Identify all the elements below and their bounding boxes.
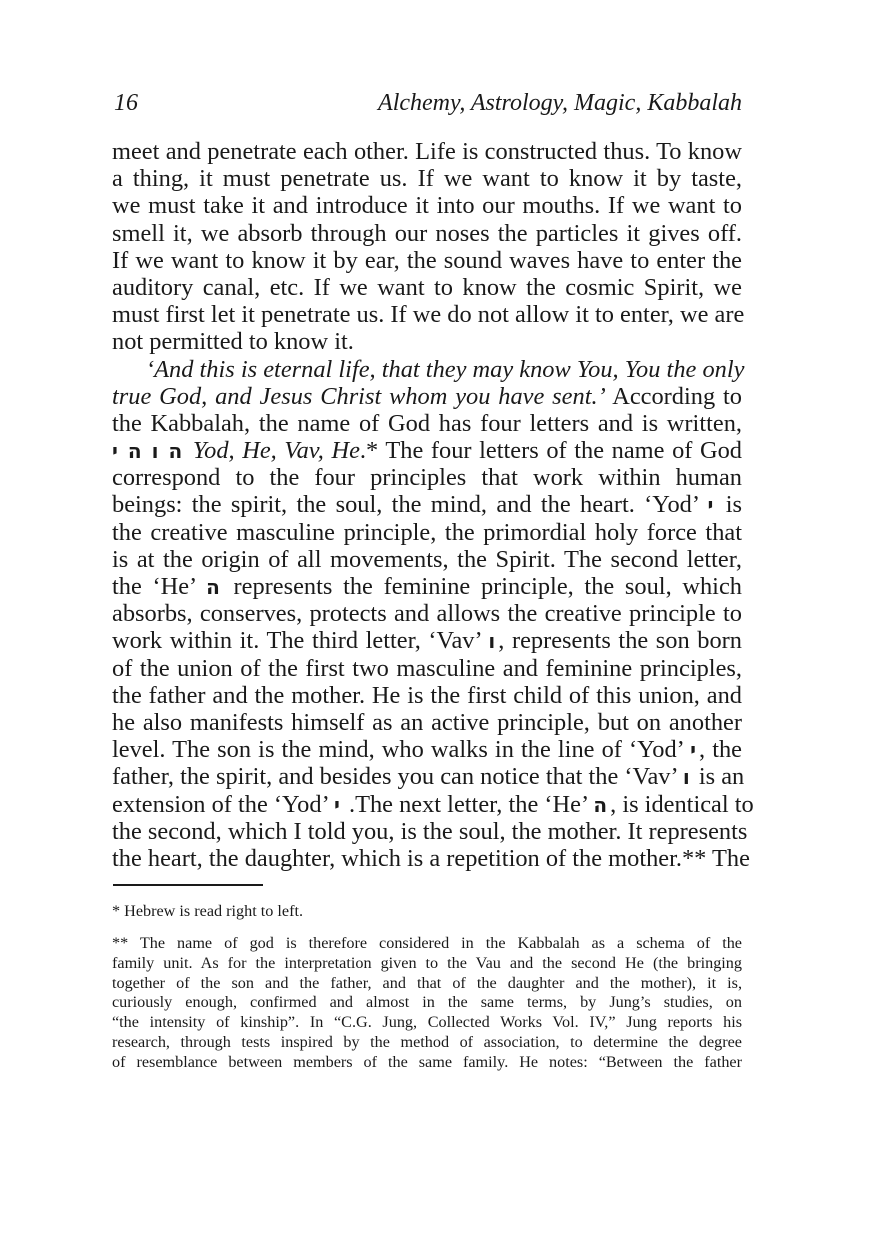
scripture-quote-end: true God, and Jesus Christ whom you have sent.’ — [112, 382, 606, 410]
text-fragment: .* The four letters of the name of God — [359, 437, 742, 465]
text-line: If we want to know it by ear, the sound waves have to enter the — [112, 246, 742, 274]
text-line — [112, 491, 742, 518]
footnote-line: of resemblance between members of the same family. He notes: “Between the father — [112, 1052, 742, 1071]
text-line: a thing, it must penetrate us. If we want to know it by taste, — [112, 165, 742, 193]
body-text — [112, 138, 754, 872]
hebrew-letter-yod: י — [333, 792, 343, 817]
running-head — [112, 88, 742, 118]
text-line: the father and the mother. He is the first child of this union, and — [112, 681, 742, 709]
tetragrammaton-hebrew: ה ו ה י — [112, 439, 186, 464]
text-fragment: is an — [692, 763, 745, 791]
yhvh-transliteration: Yod, He, Vav, He — [185, 437, 360, 465]
text-fragment: beings: the spirit, the soul, the mind, and the heart. ‘Yod’ — [112, 491, 708, 519]
text-line: must first let it penetrate us. If we do not allow it to enter, we are — [112, 301, 745, 329]
text-fragment: the ‘He’ — [112, 573, 207, 600]
footnote-line: “the intensity of kinship”. In “C.G. Jung, Collected Works Vol. IV,” Jung reports his — [112, 1013, 742, 1032]
footnotes — [112, 902, 742, 1073]
text-line: we must take it and introduce it into our mouths. If we want to — [112, 192, 742, 220]
text-fragment: father, the spirit, and besides you can notice that the ‘Vav’ — [112, 763, 683, 791]
text-line: is at the origin of all movements, the Spirit. The second letter, — [112, 545, 742, 573]
text-fragment: According to — [605, 382, 742, 410]
text-line: the second, which I told you, is the soul, the mother. It represents — [112, 817, 748, 845]
text-line: the Kabbalah, the name of God has four letters and is written, — [112, 409, 742, 437]
footnote-2 — [112, 934, 742, 1073]
text-line: meet and penetrate each other. Life is constructed thus. To know — [112, 138, 742, 165]
footnote-line: together of the son and the father, and that of the daughter and the mother), it is, — [112, 973, 742, 992]
text-line — [112, 627, 742, 654]
hebrew-letter-yod: י — [707, 493, 717, 518]
text-line: not permitted to know it. — [112, 328, 354, 356]
text-fragment: , the — [699, 736, 743, 764]
text-line: smell it, we absorb through our noses the particles it gives off. — [112, 219, 742, 247]
hebrew-letter-vav: ו — [682, 765, 693, 790]
text-fragment: is — [716, 491, 742, 519]
text-line — [112, 763, 745, 791]
text-fragment: work within it. The third letter, ‘Vav’ — [112, 627, 489, 655]
text-fragment: extension of the ‘Yod’ — [112, 790, 334, 818]
running-title: Alchemy, Astrology, Magic, Kabbalah — [378, 90, 742, 116]
text-fragment: , is identical to — [610, 790, 754, 818]
scripture-quote-line — [112, 383, 742, 410]
scripture-quote-line: ‘And this is eternal life, that they may know You, You the only — [146, 355, 745, 383]
text-fragment: level. The son is the mind, who walks in the line of ‘Yod’ — [112, 736, 691, 764]
footnote-line: research, through tests inspired by the method of association, to determine the degree — [112, 1032, 742, 1051]
text-line: he also manifests himself as an active principle, but on another — [112, 708, 742, 736]
page-number: 16 — [114, 90, 138, 116]
text-line: correspond to the four principles that work within human — [112, 464, 742, 492]
footnote-1: * Hebrew is read right to left. — [112, 902, 304, 920]
hebrew-letter-he: ה — [593, 792, 611, 817]
text-line: the heart, the daughter, which is a repetition of the mother.** The — [112, 844, 750, 872]
text-line: absorbs, conserves, protects and allows the creative principle to — [112, 600, 742, 628]
text-fragment: .The next letter, the ‘He’ — [342, 790, 594, 818]
text-line — [112, 437, 742, 464]
text-line: of the union of the first two masculine and feminine principles, — [112, 654, 742, 682]
text-fragment: represents the feminine principle, the soul, which — [222, 573, 742, 600]
text-line — [112, 736, 742, 763]
footnote-separator — [113, 884, 263, 886]
text-line — [112, 573, 742, 600]
text-line: the creative masculine principle, the primordial holy force that — [112, 518, 742, 546]
hebrew-letter-vav: ו — [488, 629, 499, 654]
hebrew-letter-yod: י — [690, 738, 699, 763]
text-fragment: , represents the son born — [498, 627, 742, 655]
footnote-line: ** The name of god is therefore considered in the Kabbalah as a schema of the — [112, 934, 742, 952]
footnote-line: curiously enough, confirmed and almost in the same terms, by Jung’s studies, on — [112, 993, 742, 1012]
footnote-line: family unit. As for the interpretation given to the Vau and the second He (the bringing — [112, 953, 742, 972]
hebrew-letter-he: ה — [206, 575, 223, 599]
text-line — [112, 790, 754, 818]
text-line: auditory canal, etc. If we want to know the cosmic Spirit, we — [112, 273, 742, 301]
